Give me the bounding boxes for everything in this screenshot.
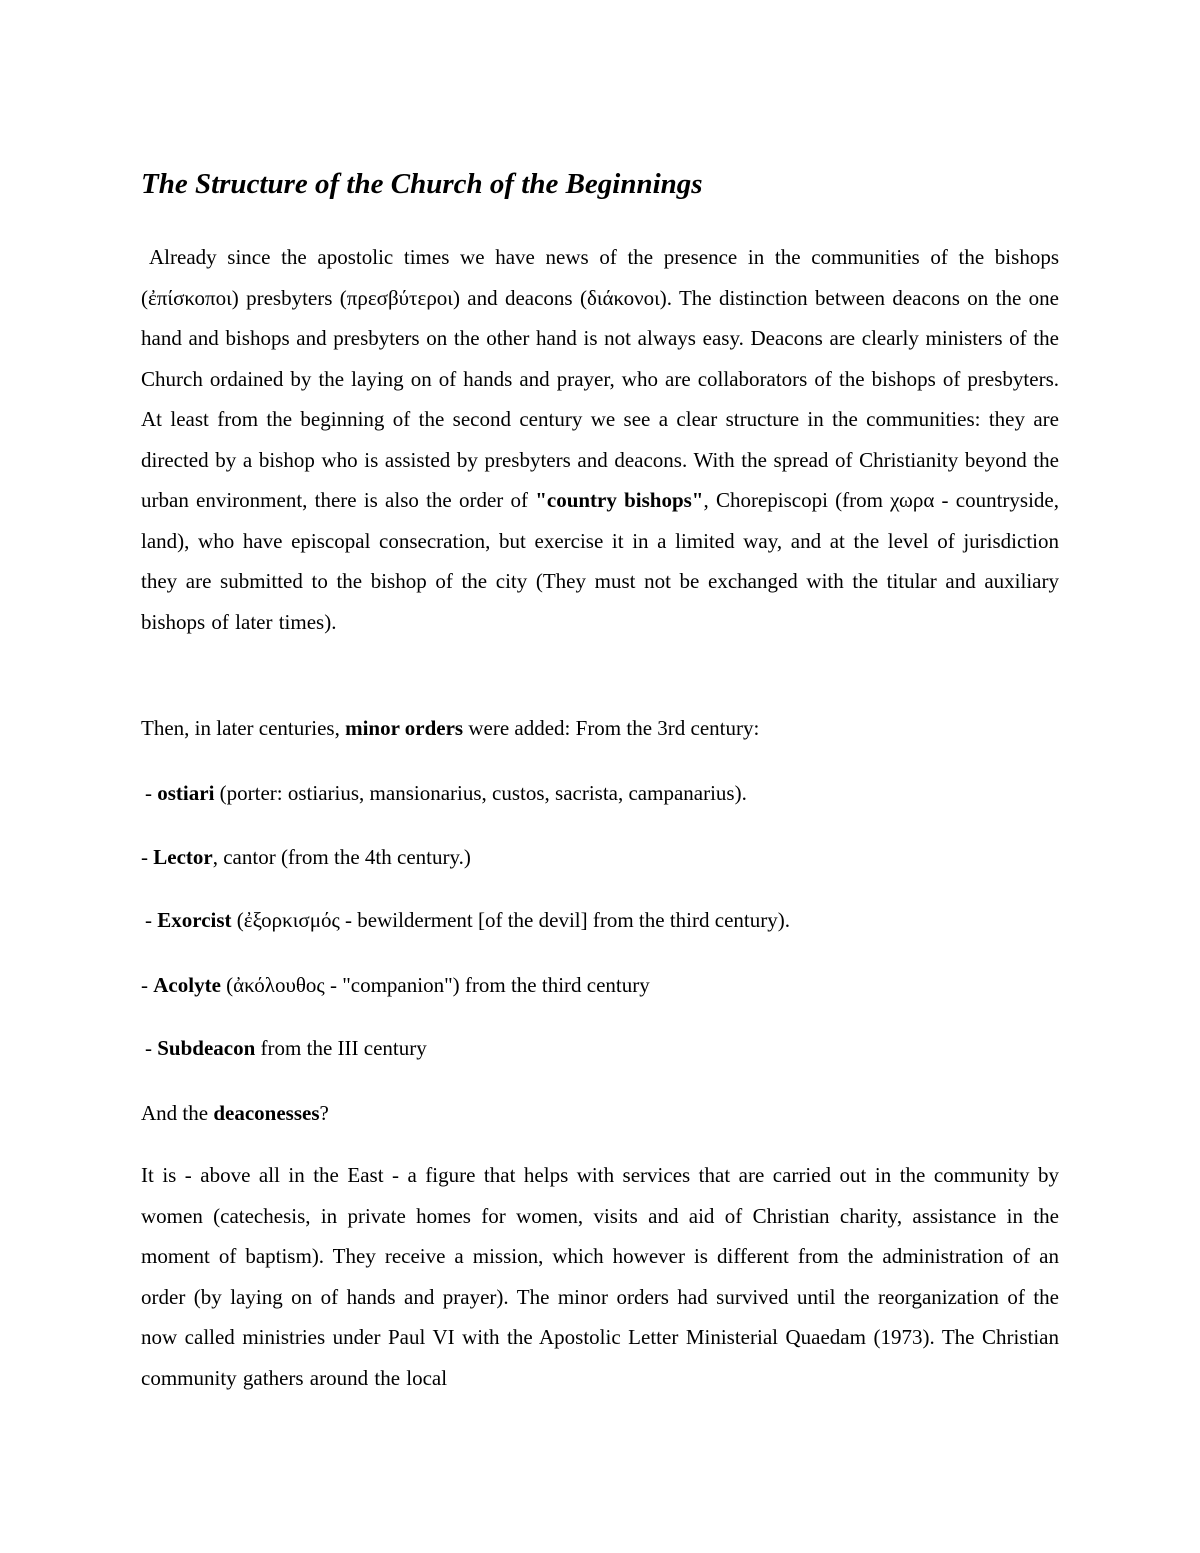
order-description: (ἀκόλουθος - "companion") from the third century (220, 973, 650, 997)
order-prefix: - (145, 1036, 158, 1060)
minor-orders-intro-rest: were added: From the 3rd century: (463, 716, 760, 740)
order-item-subdeacon (145, 1028, 427, 1068)
order-prefix: - (141, 973, 154, 997)
order-item-acolyte (141, 965, 650, 1005)
order-description: (ἐξορκισμός - bewilderment [of the devil] from the third century). (231, 908, 790, 932)
order-name: Lector (153, 845, 213, 869)
order-prefix: - (145, 908, 158, 932)
page-title: The Structure of the Church of the Beginnings (141, 168, 703, 200)
intro-bold-term: "country bishops" (535, 488, 704, 512)
order-prefix: - (141, 845, 154, 869)
deaconesses-term: deaconesses (213, 1101, 320, 1125)
order-item-lector (141, 837, 471, 877)
deaconesses-question-text: And the (141, 1101, 214, 1125)
deaconesses-question (141, 1093, 329, 1133)
order-name: Exorcist (157, 908, 232, 932)
order-item-exorcist (145, 900, 790, 940)
intro-paragraph (141, 237, 1059, 642)
order-name: Subdeacon (157, 1036, 256, 1060)
order-name: ostiari (157, 781, 215, 805)
intro-text: Already since the apostolic times we have news of the presence in the communities of the bishops (ἐπίσκοποι) presbyters (πρεσβύτεροι) and deacons (διάκονοι). The distinction between deacons on the one hand and bishops and presbyters on the other hand is not always easy. Deacons are clearly ministers of the Church ordained by the laying on of hands and prayer, who are collaborators of the bishops of presbyters. At least from the beginning of the second century we see a clear structure in the communities: they are directed by a bishop who is assisted by presbyters and deacons. With the spread of Christianity beyond the urban environment, there is also the order of (141, 245, 1059, 512)
order-description: from the III century (255, 1036, 427, 1060)
minor-orders-intro-text: Then, in later centuries, (141, 716, 346, 740)
deaconesses-question-mark: ? (319, 1101, 329, 1125)
order-prefix: - (145, 781, 158, 805)
order-item-ostiari (145, 773, 747, 813)
order-description: (porter: ostiarius, mansionarius, custos, sacrista, campanarius). (214, 781, 747, 805)
minor-orders-intro (141, 708, 759, 748)
order-description: , cantor (from the 4th century.) (212, 845, 471, 869)
order-name: Acolyte (153, 973, 221, 997)
deaconesses-paragraph: It is - above all in the East - a figure that helps with services that are carried out in the community by women (catechesis, in private homes for women, visits and aid of Christian charity, assistance in the moment of baptism). They receive a mission, which however is different from the administration of an order (by laying on of hands and prayer). The minor orders had survived until the reorganization of the now called ministries under Paul VI with the Apostolic Letter Ministerial Quaedam (1973). The Christian community gathers around the local (141, 1163, 1059, 1390)
minor-orders-term: minor orders (345, 716, 464, 740)
intro-text-continued: , Chorepiscopi (from χωρα - countryside, land), who have episcopal consecration, but exercise it in a limited way, and at the level of jurisdiction they are submitted to the bishop of the city (They must not be exchanged with the titular and auxiliary bishops of later times). (141, 488, 1059, 634)
